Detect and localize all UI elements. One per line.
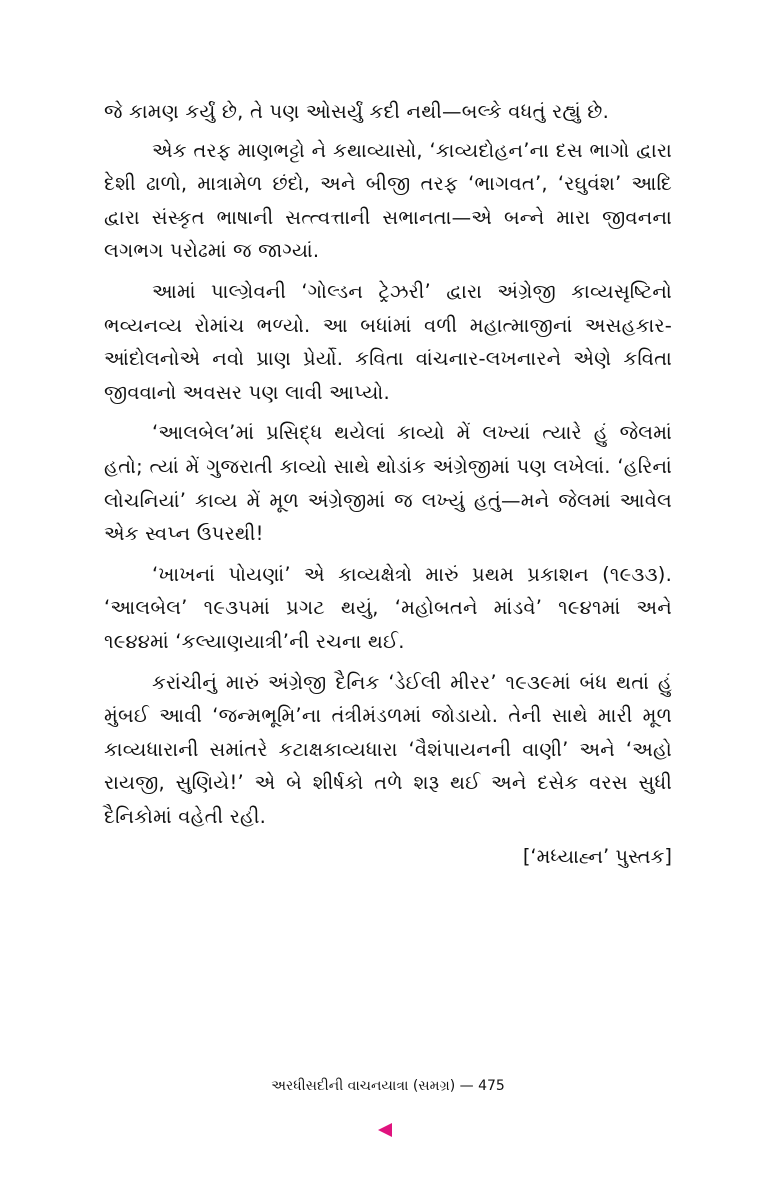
paragraph-albel: ‘આલબેલ’માં પ્રસિદ્ધ થયેલાં કાવ્યો મેં લખ્યાં ત્યારે હું જેલમાં હતો; ત્યાં મેં ગુજરાતી કાવ્યો સાથે થોડાંક અંગ્રેજીમાં પણ લખેલાં. ‘હરિનાં લોચનિયાં’ કાવ્ય મેં મૂળ અંગ્રેજીમાં જ લખ્યું હતું—મને જેલમાં આવેલ એક સ્વપ્ન ઉપરથી! (104, 421, 672, 546)
paragraph-golden-treasury: આમાં પાલ્ગ્રેવની ‘ગોલ્ડન ટ્રેઝરી’ દ્વારા અંગ્રેજી કાવ્યસૃષ્ટિનો ભવ્યનવ્ય રોમાંચ ભળ્યો. આ બધાંમાં વળી મહાત્માજીનાં અસહકાર-આંદોલનોએ નવો પ્રાણ પ્રેર્યો. કવિતા વાંચનાર-લખનારને એણે કવિતા જીવવાનો અવસર પણ લાવી આપ્યો. (104, 279, 672, 404)
page-footer: અરધીસદીની વાચનયાત્રા (સમગ્ર) — 475 (271, 1078, 505, 1094)
paragraph-daily-mirror: કરાંચીનું મારું અંગ્રેજી દૈનિક ‘ડેઈલી મીરર’ ૧૯૩૯માં બંધ થતાં હું મુંબઈ આવી ‘જન્મભૂમિ’ના તંત્રીમંડળમાં જોડાયો. તેની સાથે મારી મૂળ કાવ્યધારાની સમાંતરે કટાક્ષકાવ્યધારા ‘વૈશંપાયનની વાણી’ અને ‘અહો રાયજી, સુણિયે!’ એ બે શીર્ષકો તળે શરૂ થઈ અને દસેક વરસ સુધી દૈનિકોમાં વહેતી રહી. (104, 670, 672, 828)
paragraph-first-publication: ‘ખાખનાં પોયણાં’ એ કાવ્યક્ષેત્રો મારું પ્રથમ પ્રકાશન (૧૯૩૩). ‘આલબેલ’ ૧૯૩૫માં પ્રગટ થયું, ‘મહોબતને માંડવે’ ૧૯૪૧માં અને ૧૯૪૪માં ‘કલ્યાણયાત્રી’ની રચના થઈ. (104, 562, 672, 653)
source-citation: [‘મધ્યાહ્ન’ પુસ્તક] (522, 845, 672, 869)
paragraph-continued: જે કામણ કર્યું છે, તે પણ ઓસર્યું કદી નથી—બલ્કે વધતું રહ્યું છે. (104, 100, 609, 123)
previous-page-arrow-icon[interactable] (378, 1123, 392, 1137)
page-body (104, 95, 672, 873)
paragraph-kavyadohan: એક તરફ માણભટ્ટો ને કથાવ્યાસો, ‘કાવ્યદોહન’ના દસ ભાગો દ્વારા દેશી ઢાળો, માત્રામેળ છંદો, અને બીજી તરફ ‘ભાગવત’, ‘રઘુવંશ’ આદિ દ્વારા સંસ્કૃત ભાષાની સત્ત્વત્તાની સભાનતા—એ બન્ને મારા જીવનના લગભગ પરોઢમાં જ જાગ્યાં. (104, 138, 672, 263)
